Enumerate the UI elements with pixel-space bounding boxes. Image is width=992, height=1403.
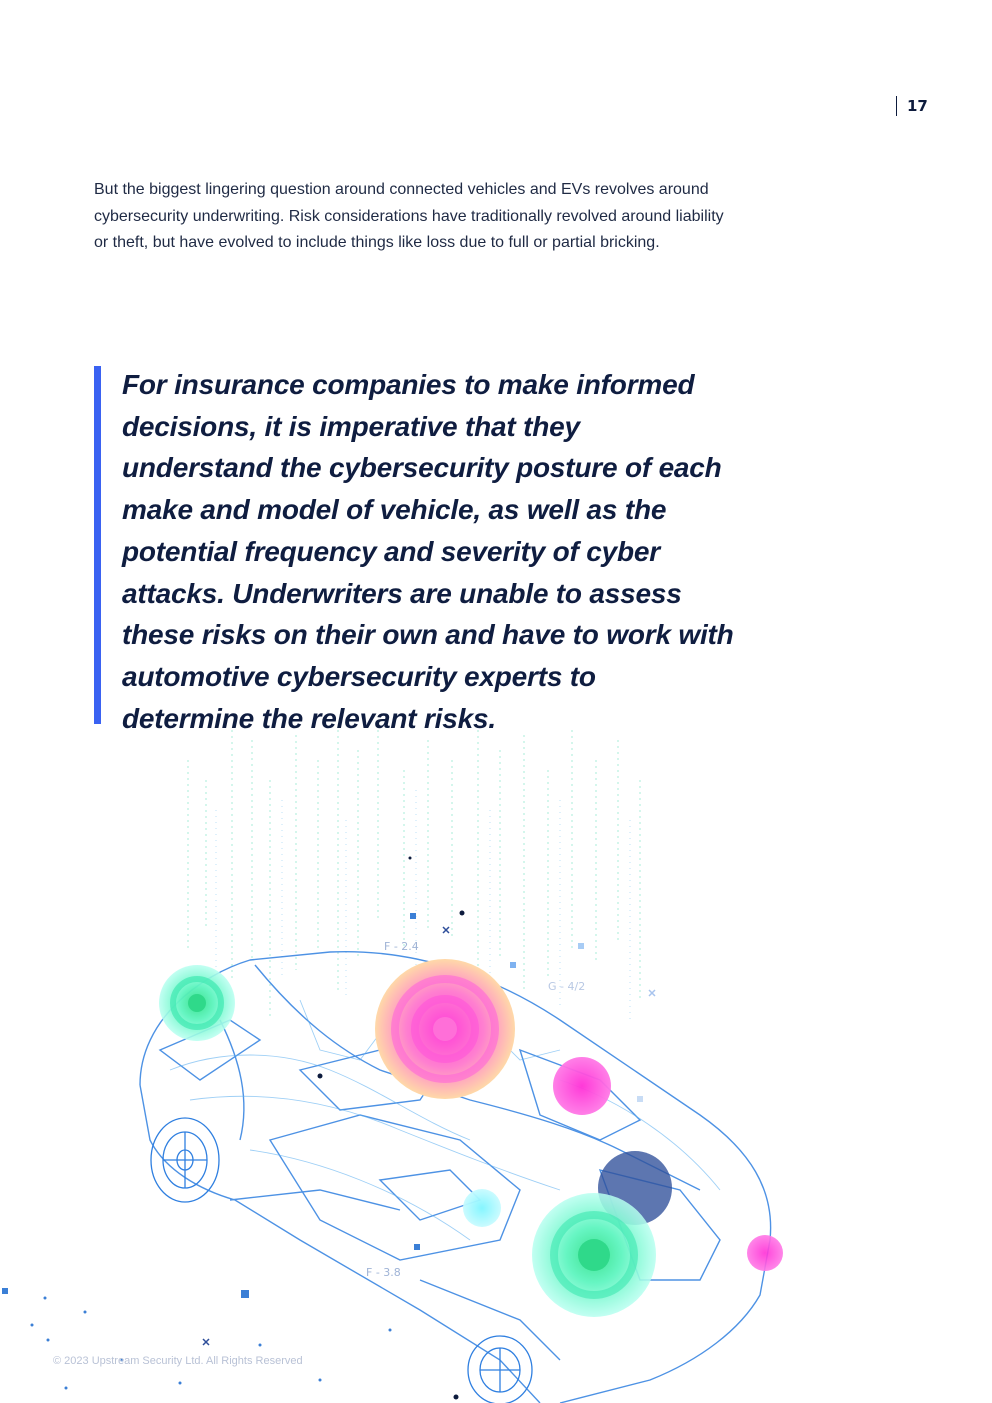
diagram-label: G - 4/2 <box>548 980 586 993</box>
node-peach-large <box>375 959 515 1099</box>
page-number-text: 17 <box>907 97 928 115</box>
node-cyan-small <box>463 1189 501 1227</box>
connected-car-illustration <box>0 720 992 1403</box>
footer-copyright: © 2023 Upstream Security Ltd. All Rights Reserved <box>53 1355 303 1367</box>
page-number-divider <box>896 96 897 116</box>
pull-quote-text: For insurance companies to make informed decisions, it is imperative that they understand the cybersecurity posture of each make and model of vehicle, as well as the potential frequency and severity of cyber attacks. Underwriters are unable to assess these risks on their own and have to work with automotive cybersecurity experts to determine the relevant risks. <box>122 369 734 734</box>
pull-quote-accent-bar <box>94 366 101 724</box>
wheel-rear <box>468 1336 532 1403</box>
particles <box>2 857 643 1400</box>
body-paragraph: But the biggest lingering question around connected vehicles and EVs revolves around cybersecurity underwriting. Risk considerations have traditionally revolved around liability or theft, but have evolved to include things like loss due to full or partial bricking. <box>94 181 724 251</box>
diagram-label: F - 3.8 <box>366 1266 401 1279</box>
diagram-label: F - 2.4 <box>384 940 419 953</box>
node-magenta-small <box>747 1235 783 1271</box>
node-mint-large <box>532 1193 656 1317</box>
node-magenta <box>553 1057 611 1115</box>
pull-quote <box>94 364 734 734</box>
wheel-front <box>151 1118 219 1202</box>
node-mint-small <box>159 965 235 1041</box>
page-number <box>896 96 928 116</box>
